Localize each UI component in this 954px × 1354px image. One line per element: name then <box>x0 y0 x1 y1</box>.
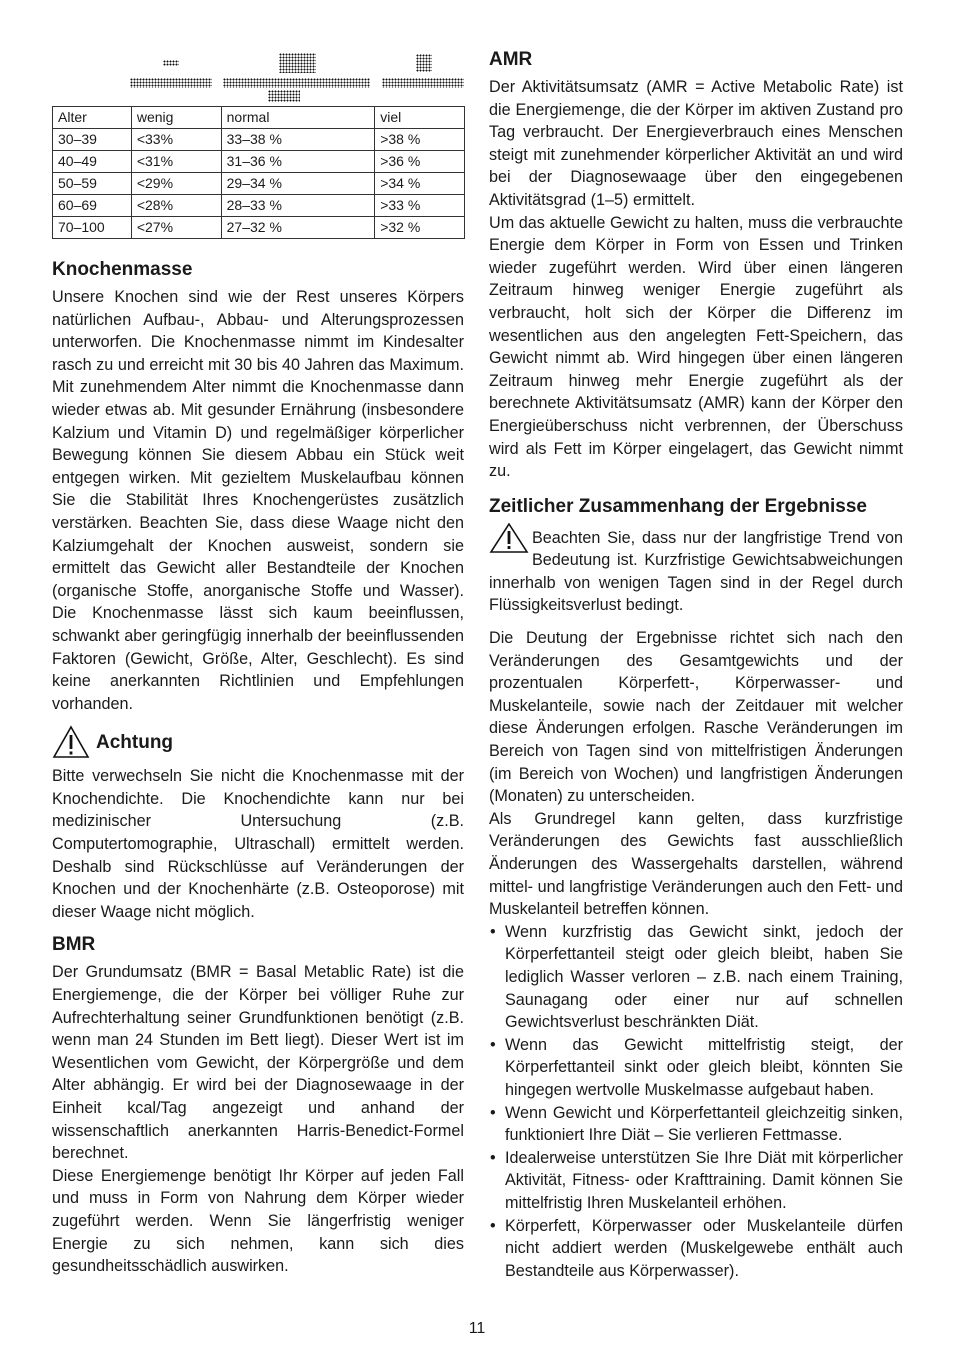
achtung-text: Bitte verwechseln Sie nicht die Knochenmasse mit der Knochendichte. Die Knochendichte kann nur bei medizinischer Untersuchung (z.B. Computertomographie, Ultraschall) ermittelt werden. Deshalb sind Rückschlüsse auf Veränderungen der Knochen und der Knochenhärte (z.B. Osteoporose) mit dieser Waage nicht möglich. <box>52 767 464 921</box>
zeitlich-bullet-list <box>489 921 903 1283</box>
section-heading-amr: AMR <box>489 49 533 70</box>
achtung-heading-row <box>52 725 464 759</box>
bar-normal-tick <box>268 90 300 102</box>
table-cell: <33% <box>131 129 221 151</box>
table-cell: >38 % <box>375 129 465 151</box>
section-heading-achtung: Achtung <box>96 732 174 754</box>
bmr-text-2: Diese Energiemenge benötigt Ihr Körper auf jeden Fall und muss in Form von Nahrung dem Körper wieder zugeführt werden. Wenn Sie längerfristig weniger Energie zu sich nehmen, kann sich dies gesundheitsschädlich auswirken. <box>52 1166 464 1276</box>
table-cell: 50–59 <box>53 173 132 195</box>
table-row <box>53 195 465 217</box>
table-cell: >34 % <box>375 173 465 195</box>
knochenmasse-text: Unsere Knochen sind wie der Rest unseres Körpers natürlichen Aufbau-, Abbau- und Alterungsprozessen unterworfen. Die Knochenmasse nimmt im Kindesalter rasch zu und erreicht mit 30 bis 40 Jahren das Maximum. Mit zunehmendem Alter nimmt die Knochenmasse dann wieder etwas ab. Mit gesunder Ernährung (insbesondere Kalzium und Vitamin D) und regelmäßiger körperlicher Bewegung können Sie diesem Abbau ein Stück weit entgegen wirken. Mit gezieltem Muskelaufbau können Sie die Stabilität Ihres Knochengerüstes zusätzlich verstärken. Beachten Sie, dass diese Waage nicht den Kalziumgehalt der Knochen ausweist, sondern sie ermittelt das Gewicht aller Bestandteile der Knochen (organische Stoffe, anorganische Stoffe und Wasser). Die Knochenmasse lässt sich kaum beeinflussen, schwankt aber geringfügig innerhalb der beeinflussenden Faktoren (Gewicht, Größe, Alter, Geschlecht). Es sind keine anerkannten Richtlinien und Empfehlungen vorhanden. <box>52 288 464 713</box>
table-header: wenig <box>131 107 221 129</box>
list-item: • Körperfett, Körperwasser oder Muskelanteile dürfen nicht addiert werden (Muskelgewebe enthält auch Bestandteile aus Körperwasser). <box>489 1215 903 1283</box>
page-number: 11 <box>468 1320 486 1337</box>
table-row <box>53 129 465 151</box>
table-cell: >32 % <box>375 217 465 239</box>
amr-text-2: Um das aktuelle Gewicht zu halten, muss die verbrauchte Energie dem Körper in Form von Essen und Trinken wieder zugeführt werden. Wird über einen längeren Zeitraum hinweg weniger Energie zugeführt als verbraucht, holt sich der Körper die Differenz im wesentlichen aus den angelegten Fett-Speichern, das Gewicht nimmt ab. Wird hingegen über einen längeren Zeitraum hinweg mehr Energie zugeführt als der berechnete Aktivitätsumsatz (AMR) kann der Körper den Energieüberschuss nicht verbrennen, der Überschuss wird als Fett im Körper eingelagert, das Gewicht nimmt zu. <box>489 213 903 481</box>
table-cell: 28–33 % <box>221 195 375 217</box>
bar-high <box>382 78 464 88</box>
plus-symbol-icon <box>416 54 432 72</box>
table-cell: 27–32 % <box>221 217 375 239</box>
table-header: Alter <box>53 107 132 129</box>
list-item: • Wenn Gewicht und Körperfettanteil gleichzeitig sinken, funktioniert Ihre Diät – Sie verlieren Fettmasse. <box>489 1102 903 1147</box>
bar-normal <box>223 78 370 88</box>
table-cell: 33–38 % <box>221 129 375 151</box>
section-heading-knochenmasse: Knochenmasse <box>52 259 193 280</box>
bar-low <box>130 78 212 88</box>
table-header: viel <box>375 107 465 129</box>
table-cell: <31% <box>131 151 221 173</box>
table-cell: <27% <box>131 217 221 239</box>
table-row <box>53 217 465 239</box>
table-cell: 60–69 <box>53 195 132 217</box>
left-column <box>52 258 464 1278</box>
list-item: • Wenn das Gewicht mittelfristig steigt, der Körperfettanteil sinkt oder gleich bleibt, könnten Sie hingegen wertvolle Muskelmasse aufgebaut haben. <box>489 1034 903 1102</box>
table-cell: >33 % <box>375 195 465 217</box>
table-header-row <box>53 107 465 129</box>
section-heading-zeitlich: Zeitlicher Zusammenhang der Ergebnisse <box>489 495 867 517</box>
warning-icon <box>489 523 529 553</box>
right-column <box>489 48 903 1282</box>
zeitlich-warning <box>489 527 903 617</box>
table-cell: 70–100 <box>53 217 132 239</box>
table-cell: 29–34 % <box>221 173 375 195</box>
table-cell: >36 % <box>375 151 465 173</box>
table-cell: <28% <box>131 195 221 217</box>
table-row <box>53 173 465 195</box>
table-header: normal <box>221 107 375 129</box>
bmr-text-1: Der Grundumsatz (BMR = Basal Metablic Rate) ist die Energiemenge, die der Körper bei völliger Ruhe zur Aufrechterhaltung seiner Grundfunktionen benötigt (z.B. wenn man 24 Stunden im Bett liegt). Dieser Wert ist im Wesentlichen vom Gewicht, der Körpergröße und dem Alter abhängig. Er wird bei der Diagnosewaage in der Einheit kcal/Tag angezeigt und anhand der wissenschaftlich anerkannten Harris-Benedict-Formel berechnet. <box>52 963 464 1163</box>
table-cell: 30–39 <box>53 129 132 151</box>
table-row <box>53 151 465 173</box>
section-heading-bmr: BMR <box>52 934 96 956</box>
minus-symbol-icon <box>163 60 179 66</box>
table-cell: 40–49 <box>53 151 132 173</box>
amr-text-1: Der Aktivitätsumsatz (AMR = Active Metabolic Rate) ist die Energiemenge, die der Körper im aktiven Zustand pro Tag verbraucht. Der Energieverbrauch eines Menschen steigt mit zunehmender körperlicher Aktivität an und wird bei der Diagnosewaage über den eingegebenen Aktivitätsgrad (1–5) ermittelt. <box>489 78 903 209</box>
body-fat-table <box>52 106 465 239</box>
zeitlich-text-2: Als Grundregel kann gelten, dass kurzfristige Veränderungen des Gewichts fast ausschließlich Änderungen des Wassergehalts darstellen, während mittel- und langfristige Veränderungen auch den Fett- und Muskelanteil betreffen können. <box>489 809 903 919</box>
table-cell: <29% <box>131 173 221 195</box>
zeitlich-text-1: Die Deutung der Ergebnisse richtet sich nach den Veränderungen des Gesamtgewichts und der prozentualen Körperfett-, Körperwasser- und Muskelanteile, sowie nach der Zeitdauer mit welcher diese Änderungen erfolgen. Rasche Veränderungen im Bereich von Tagen sind von mittelfristigen Änderungen (im Bereich von Wochen) und langfristigen Änderungen (Monaten) zu unterscheiden. <box>489 629 903 806</box>
zeitlich-warning-text: Beachten Sie, dass nur der langfristige Trend von Bedeutung ist. Kurzfristige Gewichtsabweichungen innerhalb von wenigen Tagen sind in der Regel durch Flüssigkeitsverlust bedingt. <box>489 528 903 615</box>
list-item: • Idealerweise unterstützen Sie Ihre Diät mit körperlicher Aktivität, Fitness- oder Krafttraining. Damit können Sie mittelfristig Ihren Muskelanteil erhöhen. <box>489 1147 903 1215</box>
table-cell: 31–36 % <box>221 151 375 173</box>
ok-symbol-icon <box>279 53 316 73</box>
list-item: • Wenn kurzfristig das Gewicht sinkt, jedoch der Körperfettanteil steigt oder gleich bleibt, haben Sie lediglich Wasser verloren – z.B. nach einem Training, Saunagang oder einer nur auf schnellen Gewichtsverlust beschränkten Diät. <box>489 921 903 1034</box>
warning-icon <box>52 725 90 759</box>
